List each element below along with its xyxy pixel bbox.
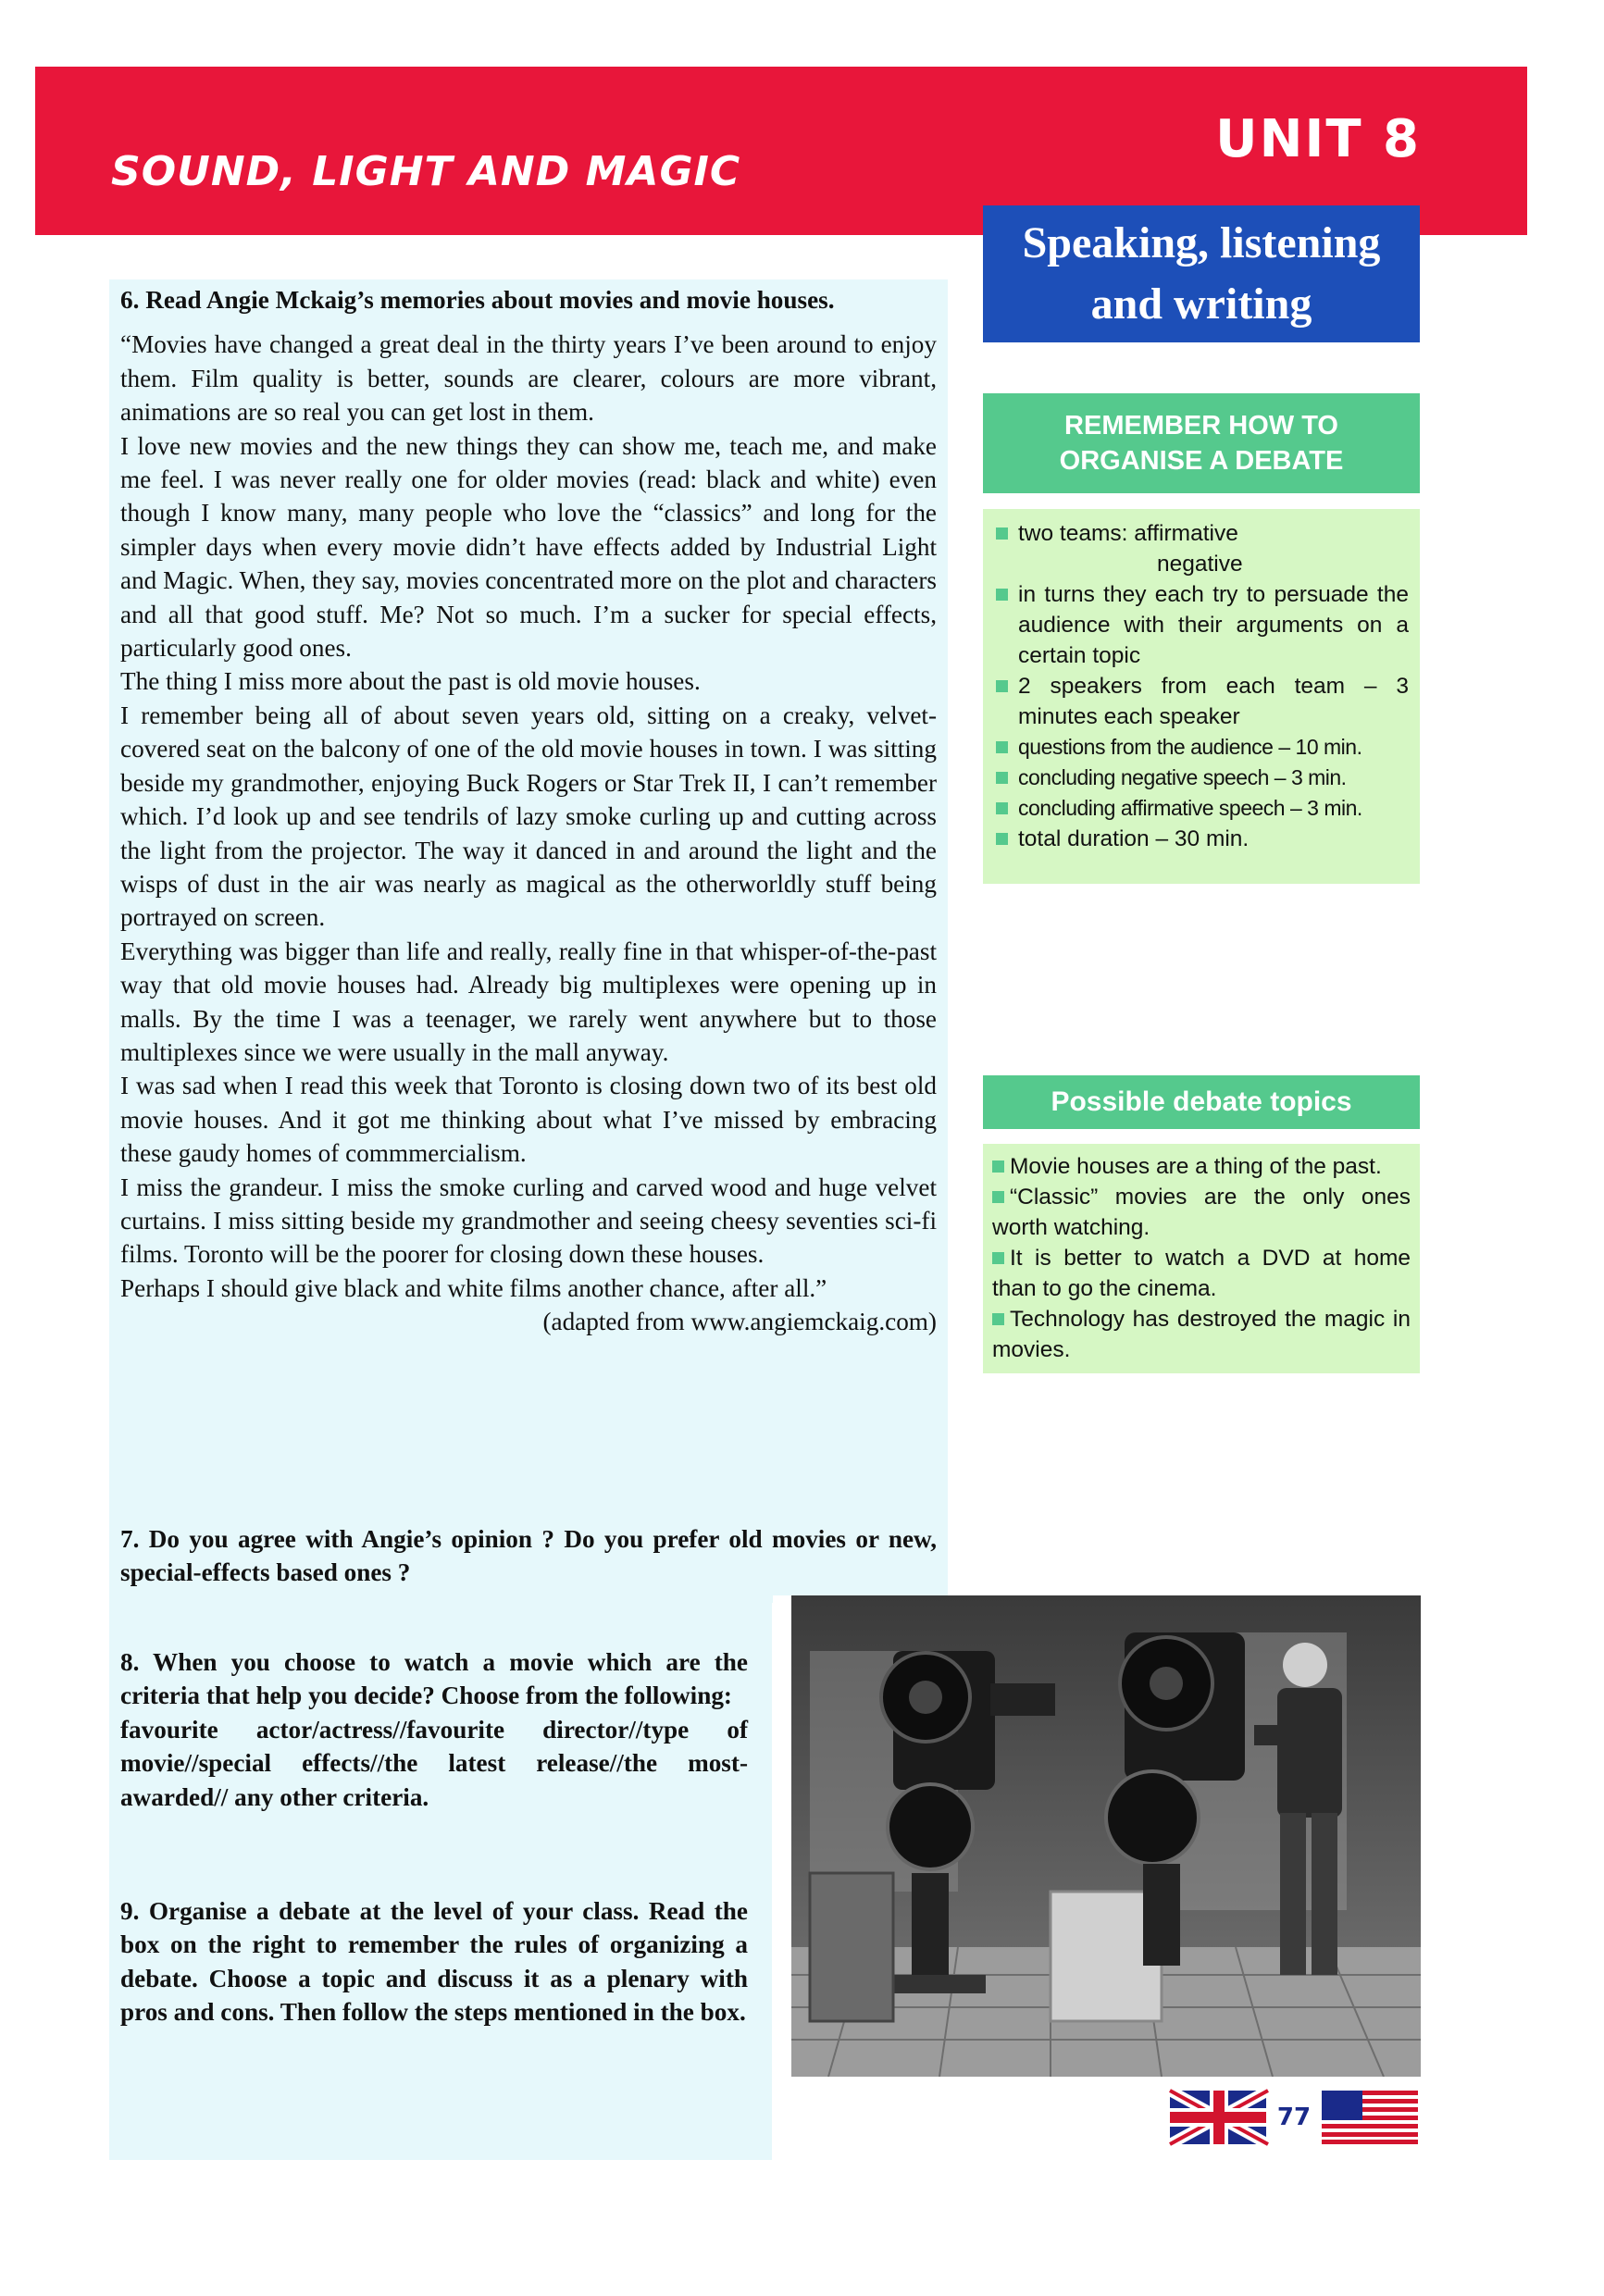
- topics-list: [992, 1151, 1411, 1365]
- reading-paragraph: I was sad when I read this week that Toronto is closing down two of its best old movie houses. And it got me thinking about what I’ve missed by embracing these gaudy homes of commmercialism.: [120, 1072, 937, 1168]
- remember-box: [983, 509, 1420, 884]
- task-8-question: 8. When you choose to watch a movie which are the criteria that help you decide? Choose from the following:: [120, 1648, 748, 1710]
- square-bullet-icon: [996, 833, 1008, 845]
- square-bullet-icon: [992, 1313, 1004, 1325]
- reading-paragraph: Everything was bigger than life and really, really fine in that whisper-of-the-past way that old movie houses had. Already big multiplexes were opening up in malls. By the time I was a teenager, we rarely went anywhere but to those multiplexes since we were usually in the mall anyway.: [120, 937, 937, 1066]
- task-7: 7. Do you agree with Angie’s opinion ? Do you prefer old movies or new, special-effects based ones ?: [120, 1525, 937, 1587]
- reading-paragraph: I remember being all of about seven years old, sitting on a creaky, velvet-covered seat on the balcony of one of the old movie houses in town. I was sitting beside my grandmother, enjoying Buck Rogers or Star Trek II, I can’t remember which. I’d look up and see tendrils of lazy smoke curling up and cutting across the light from the projector. The way it danced in and around the light and the wisps of dust in the air was nearly as magical as the otherworldly stuff being portrayed on screen.: [120, 701, 937, 932]
- remember-title-line2: ORGANISE A DEBATE: [1059, 446, 1344, 476]
- task-6-heading: 6. Read Angie Mckaig’s memories about movies and movie houses.: [120, 286, 835, 314]
- book-title: SOUND, LIGHT AND MAGIC: [111, 148, 741, 195]
- list-item: concluding negative speech – 3 min.: [994, 763, 1409, 793]
- reading-paragraph: Perhaps I should give black and white films another chance, after all.”: [120, 1273, 827, 1302]
- remember-title-line1: REMEMBER HOW TO: [1064, 411, 1338, 441]
- square-bullet-icon: [996, 741, 1008, 753]
- us-flag-icon: [1322, 2091, 1418, 2144]
- remember-list: [994, 518, 1409, 854]
- square-bullet-icon: [992, 1160, 1004, 1173]
- task-9: 9. Organise a debate at the level of your class. Read the box on the right to remember the rules of organizing a debate. Choose a topic and discuss it as a plenary with pros and cons. Then follow the steps mentioned in the box.: [120, 1897, 748, 2027]
- square-bullet-icon: [996, 527, 1008, 540]
- square-bullet-icon: [992, 1252, 1004, 1264]
- remember-box-title: [983, 393, 1420, 493]
- list-item: Technology has destroyed the magic in movies.: [992, 1307, 1411, 1362]
- list-item: concluding affirmative speech – 3 min.: [994, 793, 1409, 824]
- reading-paragraph: “Movies have changed a great deal in the thirty years I’ve been around to enjoy them. Film quality is better, sounds are clearer, colours are more vibrant, animations are so real you can get lost in them.: [120, 330, 937, 427]
- list-item: Movie houses are a thing of the past.: [992, 1151, 1411, 1182]
- square-bullet-icon: [996, 680, 1008, 692]
- reading-paragraph: I love new movies and the new things they can show me, teach me, and make me feel. I was never really one for older movies (read: black and white) even though I know many, many people who love the “classics” and long for the simpler days when every movie didn’t have effects added by Industrial Light and Magic. When, they say, movies concentrated more on the plot and characters and all that good stuff. Me? Not so much. I’m a sucker for special effects, particularly good ones.: [120, 431, 937, 663]
- list-item: 2 speakers from each team – 3 minutes each speaker: [994, 671, 1409, 732]
- page-footer: [1168, 2089, 1420, 2146]
- square-bullet-icon: [992, 1191, 1004, 1203]
- section-title-box: [983, 205, 1420, 342]
- square-bullet-icon: [996, 802, 1008, 814]
- uk-flag-icon: [1170, 2091, 1268, 2144]
- reading-text: [120, 283, 937, 1339]
- section-title-line2: and writing: [1090, 279, 1312, 329]
- projector-photo-illustration: [773, 1595, 1421, 2077]
- reading-paragraph: I miss the grandeur. I miss the smoke curling and carved wood and huge velvet curtains. I miss sitting beside my grandmother and seeing cheesy seventies sci-fi films. Toronto will be the poorer for closing down these houses.: [120, 1173, 937, 1269]
- unit-label: UNIT 8: [1215, 109, 1421, 169]
- projection-room-photo: [773, 1595, 1421, 2077]
- square-bullet-icon: [996, 589, 1008, 601]
- list-item: questions from the audience – 10 min.: [994, 732, 1409, 763]
- topics-box: [983, 1144, 1420, 1373]
- list-item: two teams: affirmative negative: [994, 518, 1409, 579]
- square-bullet-icon: [996, 772, 1008, 784]
- list-item: “Classic” movies are the only ones worth watching.: [992, 1185, 1411, 1240]
- list-item: total duration – 30 min.: [994, 824, 1409, 854]
- list-item: It is better to watch a DVD at home than to go the cinema.: [992, 1246, 1411, 1301]
- source-citation: (adapted from www.angiemckaig.com): [542, 1308, 937, 1336]
- reading-paragraph: The thing I miss more about the past is old movie houses.: [120, 667, 701, 696]
- task-8: [120, 1645, 748, 1814]
- page-number: 77: [1266, 2094, 1322, 2141]
- list-item: in turns they each try to persuade the audience with their arguments on a certain topic: [994, 579, 1409, 671]
- task-8-options: favourite actor/actress//favourite director//type of movie//special effects//the latest release//the most-awarded// any other criteria.: [120, 1715, 748, 1811]
- section-title-line1: Speaking, listening: [1022, 218, 1381, 267]
- topics-box-title: Possible debate topics: [983, 1075, 1420, 1129]
